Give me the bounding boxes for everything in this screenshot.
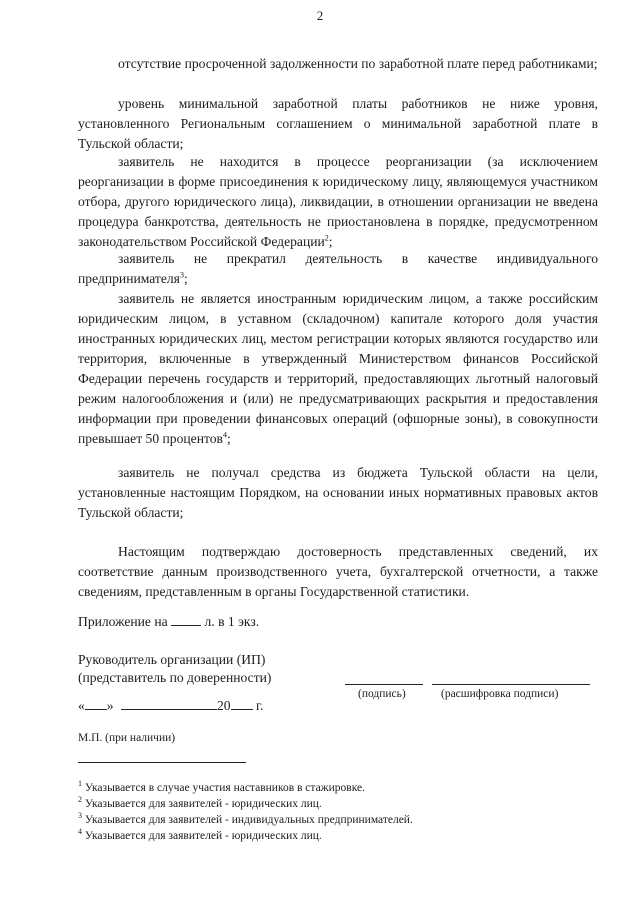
footnote-ref: 4 xyxy=(222,430,227,440)
representative-title: (представитель по доверенности) xyxy=(78,670,272,685)
attachment-line: Приложение на л. в 1 экз. xyxy=(78,614,260,629)
footnote: $^1$ Указывается в случае участия наставников в стажировке. xyxy=(78,779,365,794)
condition-paragraph: заявитель не получал средства из бюджета Тульской области на цели, установленные настоящим Порядком, на основании иных нормативных правовых актов Тульской области; xyxy=(78,465,598,520)
signature-decode-label: (расшифровка подписи) xyxy=(441,688,559,700)
signature-label: (подпись) xyxy=(358,688,406,700)
confirmation-text: Настоящим подтверждаю достоверность представленных сведений, их соответствие данным производственного учета, бухгалтерской отчетности, а также сведениям, представленным в органы Государственной статистики. xyxy=(78,544,598,599)
signature-decode-line xyxy=(432,684,590,685)
footnote: $^4$ Указывается для заявителей - юридических лиц. xyxy=(78,827,322,842)
head-title: Руководитель организации (ИП) xyxy=(78,652,266,667)
footnote-ref: 3 xyxy=(179,270,184,280)
day-blank xyxy=(85,696,107,710)
condition-paragraph: заявитель не является иностранным юридическим лицом, а также российским юридическим лицом, в уставном (складочном) капитале которого доля участия иностранных юридических лиц, местом регистрации которых являются государство или территория, включенные в утвержденный Министерством финансов Российской Федерации перечень государств и территорий, предоставляющих льготный налоговый режим налогообложения и (или) не предусматривающих раскрытия и предоставления информации при проведении финансовых операций (офшорные зоны), в совокупности превышает 50 процентов$^4$; xyxy=(78,291,598,446)
page-number: 2 xyxy=(316,8,324,23)
attachment-pages-blank xyxy=(171,612,201,626)
footnote: $^2$ Указывается для заявителей - юридических лиц. xyxy=(78,795,322,810)
footnote-ref: 2 xyxy=(324,233,329,243)
footnote-separator xyxy=(78,762,246,763)
condition-paragraph: заявитель не находится в процессе реорганизации (за исключением реорганизации в форме присоединения к юридическому лицу, являющемуся участником отбора, другого юридического лица), ликвидации, в отношении организации не введена процедура банкротства, деятельность не приостановлена в порядке, предусмотренном законодательством Российской Федерации$^2$; xyxy=(78,154,598,249)
condition-paragraph: заявитель не прекратил деятельность в качестве индивидуального предпринимателя$^3$; xyxy=(78,251,598,286)
condition-paragraph: уровень минимальной заработной платы работников не ниже уровня, установленного Региональным соглашением о минимальной заработной плате в Тульской области; xyxy=(78,96,598,151)
month-blank xyxy=(121,696,217,710)
stamp-note: М.П. (при наличии) xyxy=(78,732,176,744)
date-line: « » 20 г. xyxy=(78,698,264,713)
condition-paragraph: отсутствие просроченной задолженности по заработной плате перед работниками; xyxy=(118,56,598,71)
signature-line xyxy=(345,684,423,685)
year-blank xyxy=(231,696,253,710)
footnote: $^3$ Указывается для заявителей - индивидуальных предпринимателей. xyxy=(78,811,413,826)
